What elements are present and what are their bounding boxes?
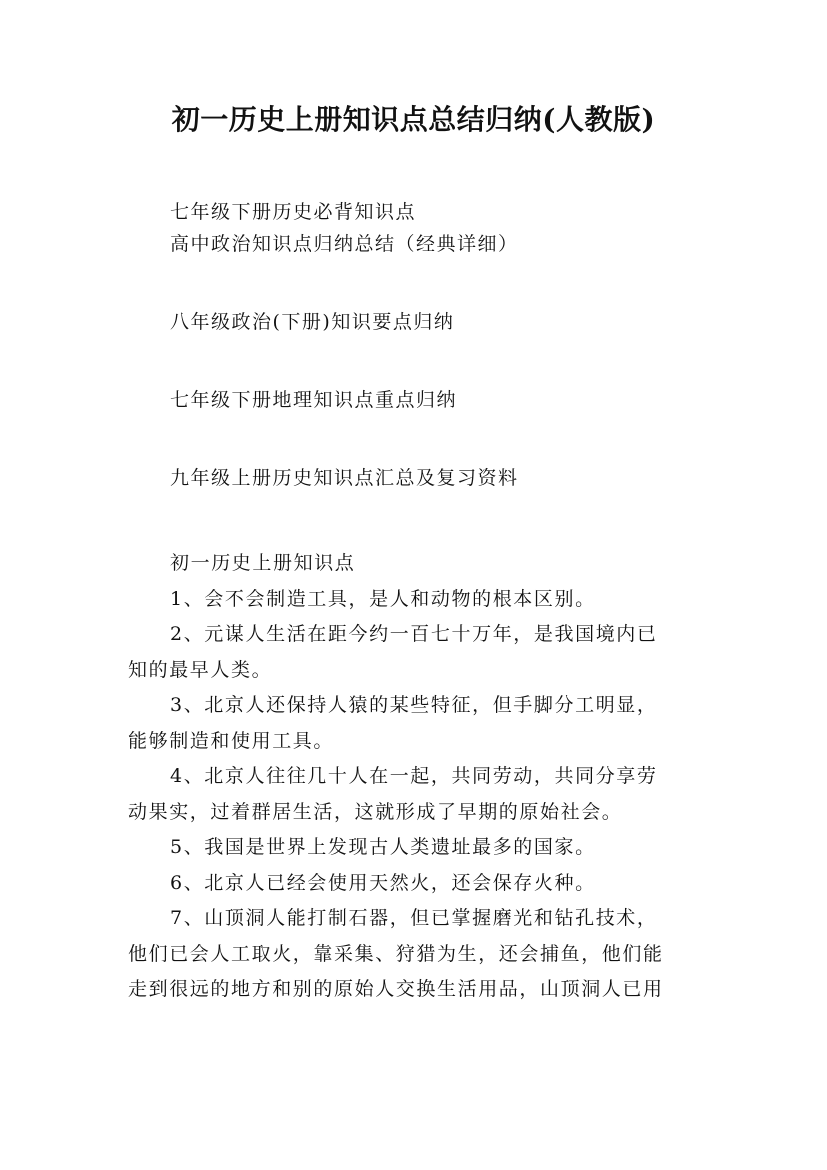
paragraph-4	[128, 759, 708, 830]
paragraph-6	[128, 866, 708, 902]
paragraph-1	[128, 582, 708, 618]
paragraph-line: 4、北京人往往几十人在一起，共同劳动，共同分享劳	[170, 765, 658, 787]
section-heading: 初一历史上册知识点	[170, 552, 356, 574]
paragraph-line: 能够制造和使用工具。	[128, 729, 335, 752]
related-link-1[interactable]: 七年级下册历史必背知识点	[170, 201, 417, 223]
paragraph-2	[128, 617, 708, 688]
paragraph-7	[128, 901, 708, 1008]
related-link-3[interactable]: 八年级政治(下册)知识要点归纳	[170, 311, 455, 333]
paragraph-line: 走到很远的地方和别的原始人交换生活用品，山顶洞人已用	[128, 978, 664, 1000]
paragraph-line: 6、北京人已经会使用天然火，还会保存火种。	[170, 871, 596, 894]
paragraph-line: 知的最早人类。	[128, 658, 273, 681]
document-title: 初一历史上册知识点总结归纳(人教版)	[171, 103, 656, 136]
paragraph-line: 2、元谋人生活在距今约一百七十万年，是我国境内已	[170, 623, 658, 645]
related-links	[170, 196, 730, 494]
paragraph-line: 他们已会人工取火，靠采集、狩猎为生，还会捕鱼，他们能	[128, 942, 664, 965]
related-link-2[interactable]: 高中政治知识点归纳总结（经典详细）	[170, 233, 519, 255]
paragraph-3	[128, 688, 708, 759]
paragraph-line: 7、山顶洞人能打制石器，但已掌握磨光和钻孔技术，	[170, 907, 658, 929]
document-body	[128, 546, 708, 1008]
related-link-4[interactable]: 七年级下册地理知识点重点归纳	[170, 389, 458, 411]
related-link-5[interactable]: 九年级上册历史知识点汇总及复习资料	[170, 467, 519, 489]
paragraph-line: 动果实，过着群居生活，这就形成了早期的原始社会。	[128, 800, 623, 823]
paragraph-5	[128, 830, 708, 866]
paragraph-line: 5、我国是世界上发现古人类遗址最多的国家。	[170, 836, 596, 858]
paragraph-line: 1、会不会制造工具，是人和动物的根本区别。	[170, 587, 596, 610]
paragraph-line: 3、北京人还保持人猿的某些特征，但手脚分工明显，	[170, 694, 658, 716]
